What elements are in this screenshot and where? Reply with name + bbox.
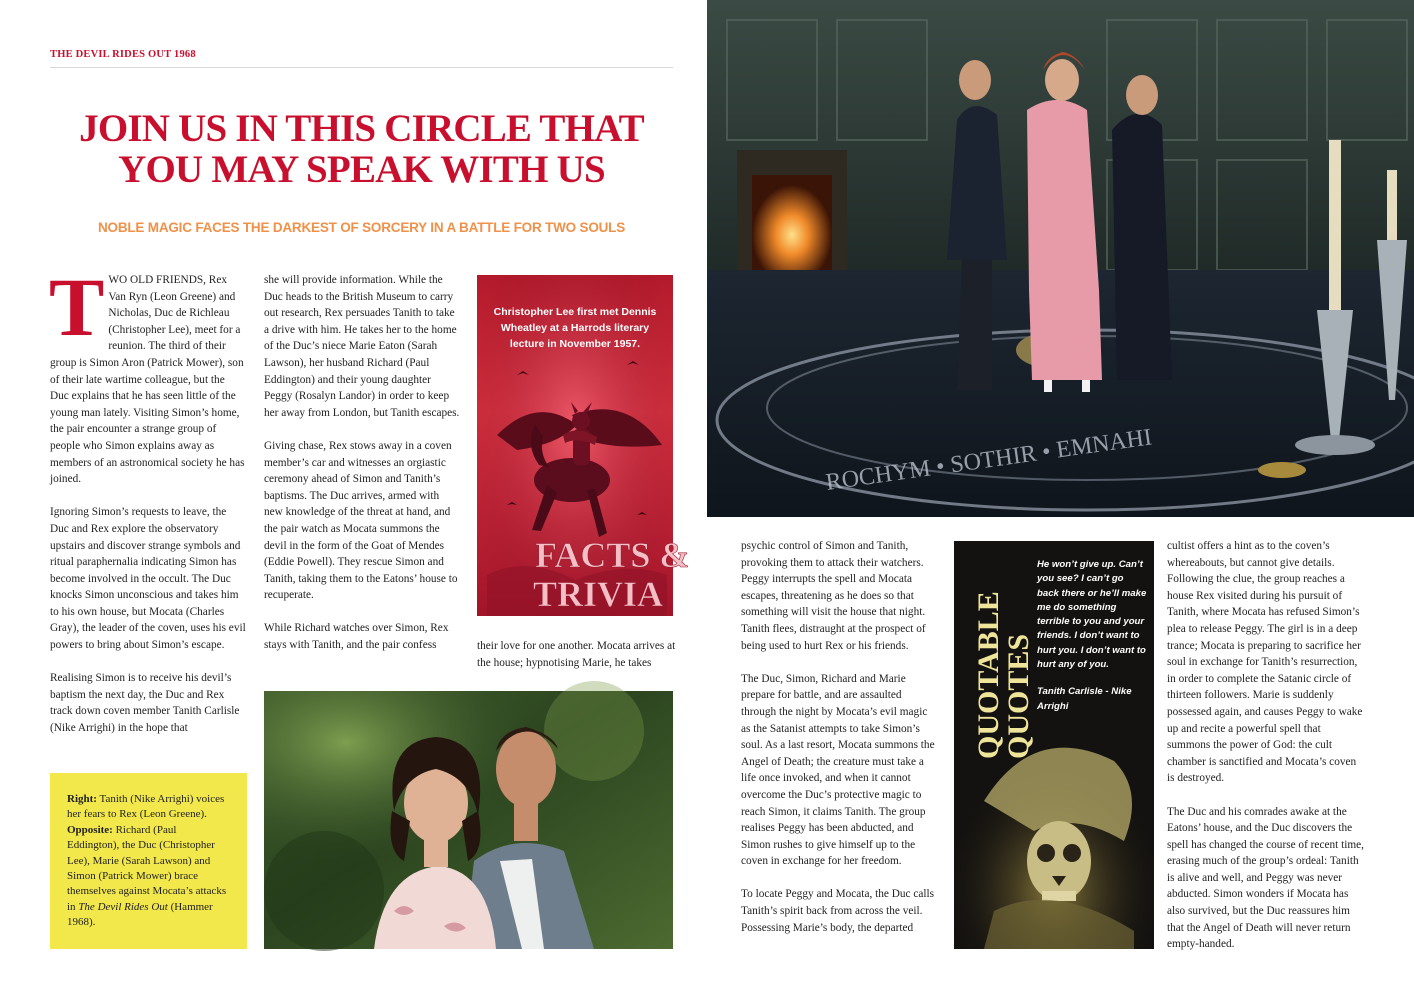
facts-trivia-box — [477, 275, 690, 616]
quote-attribution: Tanith Carlisle - Nike Arrighi — [1037, 686, 1132, 712]
quotable-quotes-box — [954, 541, 1154, 949]
drop-cap: T — [49, 261, 105, 353]
caption-label-right: Right: — [67, 793, 97, 805]
caption-label-opposite: Opposite: — [67, 823, 113, 836]
quote-text: He won’t give up. Can’t you see? I can’t go back there or he’ll make me do something terrible to you and your friends. I don’t want to hurt you. I don’t want to hurt any of you. Tanith Carlisle - Nike Arrighi — [1037, 558, 1147, 714]
body-column-5 — [1167, 538, 1365, 953]
facts-text: Christopher Lee first met Dennis Wheatley at a Harrods literary lecture in November 1957. — [493, 306, 657, 350]
headline-line-2: YOU MAY SPEAK WITH US — [118, 148, 605, 191]
protective-circle-photo — [707, 0, 1414, 517]
body-column-1 — [49, 261, 246, 737]
body-paragraph: The Duc and his comrades awake at the Eatons’ house, and the Duc discovers the spell has changed the course of recent time, erasing much of the group’s ordeal: Tanith is alive and well, and Peggy was never abducted. Simon wonders if Mocata has also survived, but the Duc reassures him that the Angel of Death will never return empty-handed. — [1167, 805, 1364, 951]
tanith-rex-photo — [264, 691, 673, 949]
body-column-4 — [741, 538, 937, 936]
forest-couple-image — [264, 691, 673, 949]
svg-text:QUOTES: QUOTES — [1002, 633, 1035, 759]
body-paragraph: Realising Simon is to receive his devil’s baptism the next day, the Duc and Rex track down coven member Tanith Carlisle (Nike Arrighi) in the hope that — [50, 672, 240, 735]
body-paragraph: TWO OLD FRIENDS, Rex Van Ryn (Leon Greene) and Nicholas, Duc de Richleau (Christopher Lee), meet for a reunion. The third of their group is Simon Aron (Patrick Mower), son of their late wartime colleague, but the Duc explains that he has seen little of the young man lately. Visiting Simon’s home, the pair encounter a strange group of people who Simon explains away as members of an astronomical society he has joined. — [49, 261, 245, 486]
body-paragraph: their love for one another. Mocata arrives at the house; hypnotising Marie, he takes — [477, 640, 676, 669]
body-paragraph: Giving chase, Rex stows away in a coven member’s car and witnesses an orgiastic ceremony ahead of Simon and Tanith’s baptisms. The Duc arrives, armed with new knowledge of the threat at hand, and the pair watch as Mocata summons the devil in the form of the Goat of Mendes (Eddie Powell). They rescue Simon and Tanith, taking them to the Eatons’ house to recuperate. — [264, 439, 458, 602]
body-paragraph: psychic control of Simon and Tanith, provoking them to attack their watchers. Peggy interrupts the spell and Mocata escapes, threatening as he does so that something will visit the house that night. Tanith flees, distraught at the prospect of being used to hurt Rex or his friends. — [741, 540, 926, 652]
body-paragraph: cultist offers a hint as to the coven’s whereabouts, but cannot give details. Following the clue, the group reaches a house Rex visited during his pursuit of Tanith, where Mocata has refused Simon’s plea to release Peggy. The girl is in a deep trance; Mocata is preparing to sacrifice her soul in exchange for Tanith’s resurrection, in order to complete the Satanic circle of thirteen followers. Marie is suddenly possessed again, and causes Peggy to wake up and recite a powerful spell that summons the power of God: the cult chamber is sanctified and Mocata’s coven is destroyed. — [1167, 540, 1363, 785]
facts-trivia-title — [477, 520, 690, 620]
body-column-2 — [264, 272, 460, 654]
quotable-quotes-title — [960, 559, 1035, 769]
headline-line-1: JOIN US IN THIS CIRCLE THAT — [79, 107, 644, 150]
chamber-circle-image — [707, 0, 1414, 517]
body-paragraph: To locate Peggy and Mocata, the Duc calls Tanith’s spirit back from across the veil. Possessing Marie’s body, the departed — [741, 888, 935, 934]
film-title: The Devil Rides Out — [78, 900, 168, 913]
svg-text:TRIVIA: TRIVIA — [533, 574, 664, 614]
headline — [50, 108, 673, 190]
svg-text:QUOTABLE: QUOTABLE — [972, 591, 1005, 759]
body-column-3 — [477, 638, 677, 671]
body-paragraph: she will provide information. While the Duc heads to the British Museum to carry out research, Rex persuades Tanith to take a drive with him. He takes her to the home of the Duc’s niece Marie Eaton (Sarah Lawson), her husband Richard (Paul Eddington) and their young daughter Peggy (Rosalyn Landor) in order to keep her away from London, but Tanith escapes. — [264, 274, 460, 419]
svg-text:FACTS &: FACTS & — [535, 535, 690, 575]
photo-caption: Right: Tanith (Nike Arrighi) voices her fears to Rex (Leon Greene). Opposite: Richard (Paul Eddington), the Duc (Christopher Lee), Marie (Sarah Lawson) and Simon (Patrick Mower) brace themselves against Mocata’s attacks in The Devil Rides Out (Hammer 1968). — [50, 773, 247, 949]
body-paragraph: While Richard watches over Simon, Rex stays with Tanith, and the pair confess — [264, 622, 449, 652]
standfirst: NOBLE MAGIC FACES THE DARKEST OF SORCERY IN A BATTLE FOR TWO SOULS — [97, 220, 626, 235]
body-paragraph: Ignoring Simon’s requests to leave, the Duc and Rex explore the observatory upstairs and discover strange symbols and ritual paraphernalia indicating Simon has become involved in the occult. The Duc knocks Simon unconscious and takes him to his own house, but Mocata (Charles Gray), the leader of the coven, uses his evil powers to bring about Simon’s escape. — [50, 506, 246, 652]
running-head: THE DEVIL RIDES OUT 1968 — [50, 49, 196, 60]
body-paragraph: The Duc, Simon, Richard and Marie prepare for battle, and are assaulted through the night by Mocata’s evil magic as the Satanist attempts to take Simon’s soul. As a last resort, Mocata summons the Angel of Death; the creature must take a life once invoked, and when it cannot overcome the Duc’s protective magic to reach Simon, it claims Tanith. The group realises Peggy has been abducted, and Simon rushes to give himself up to the coven in exchange for her freedom. — [741, 672, 935, 868]
header-rule — [50, 67, 673, 68]
svg-text:ROCHYM • SOTHIR • EMNAHI: ROCHYM • SOTHIR • EMNAHI — [824, 424, 1154, 496]
